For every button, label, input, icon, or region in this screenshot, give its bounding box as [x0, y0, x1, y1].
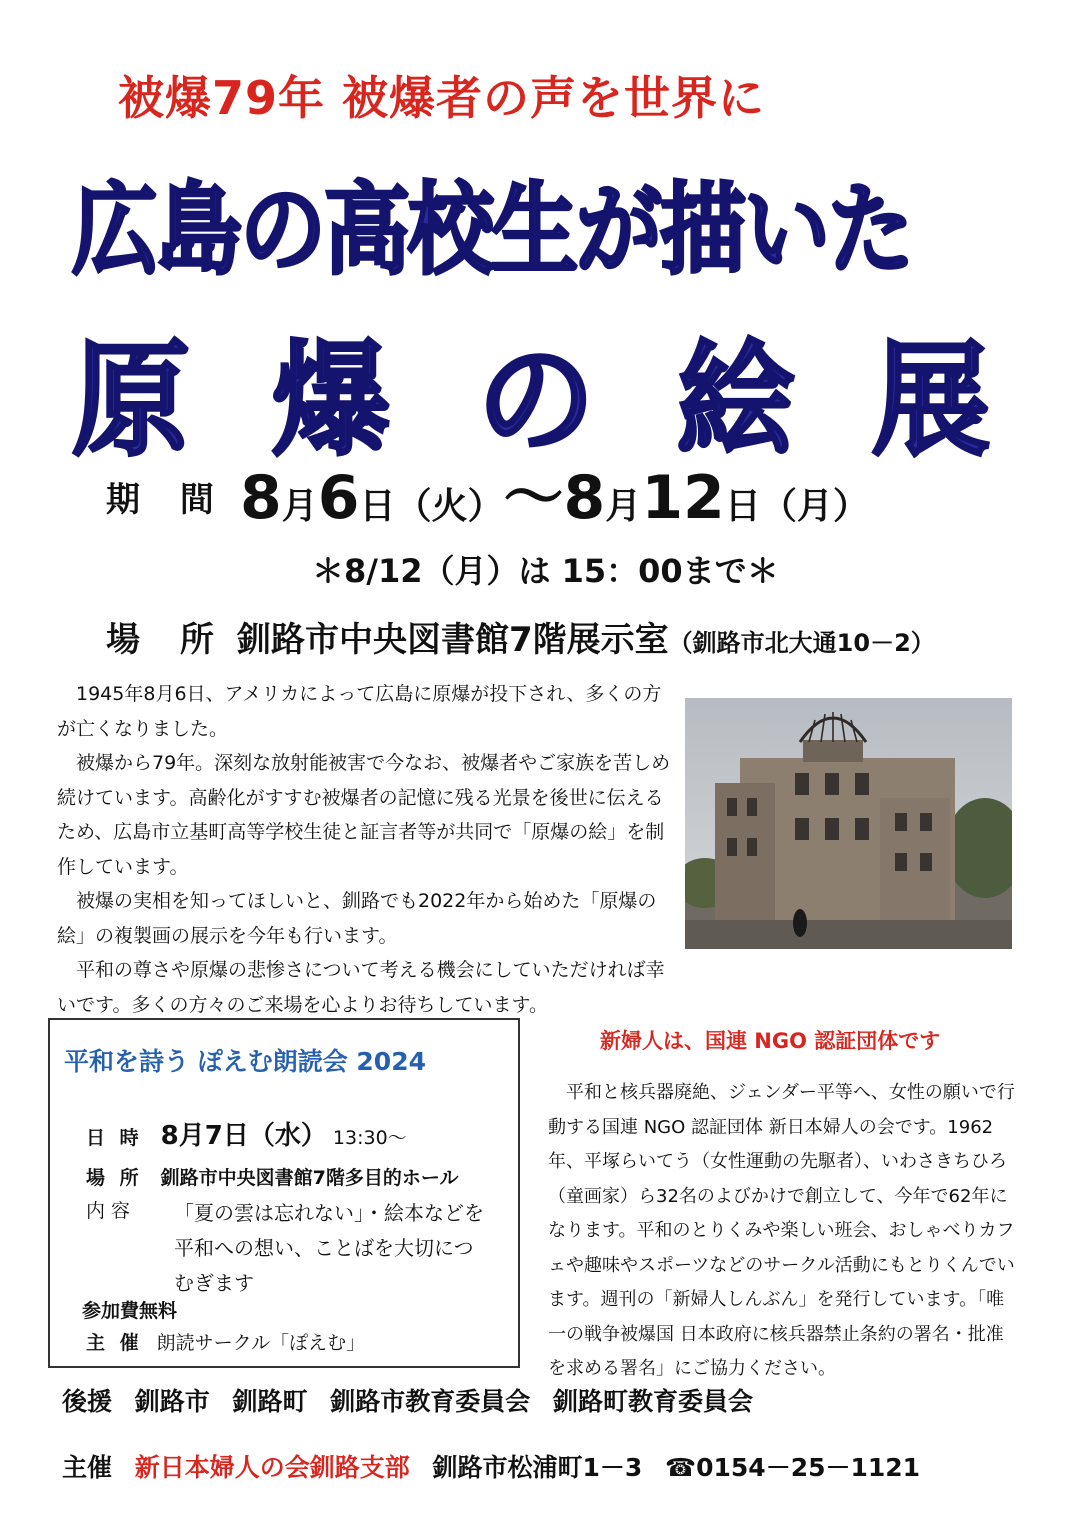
ngo-title: 新婦人は、国連 NGO 認証団体です: [600, 1029, 941, 1053]
phone-icon: ☎: [664, 1453, 697, 1482]
organizer-name: 新日本婦人の会釧路支部: [134, 1453, 410, 1482]
start-day: 6: [317, 463, 360, 533]
title-line-2: [72, 300, 991, 473]
poem-content-label: 内 容: [86, 1200, 131, 1222]
poem-date-label: 日 時: [86, 1127, 143, 1149]
title-char: 展: [872, 327, 991, 473]
poem-content-line: 平和への想い、ことばを大切につ: [174, 1236, 474, 1260]
organizer-phone: 0154－25－1121: [696, 1453, 921, 1482]
day-kanji: 日: [359, 486, 396, 527]
support-line: [62, 1382, 753, 1418]
support-label: 後援: [62, 1387, 113, 1416]
poem-date-value: 8月7日（水）: [160, 1121, 327, 1151]
start-month: 8: [240, 463, 282, 533]
tagline: 被爆79年 被爆者の声を世界に: [118, 71, 766, 125]
ngo-text: 平和と核兵器廃絶、ジェンダー平等へ、女性の願いで行動する国連 NGO 認証団体 新日本婦人の会です。1962年、平塚らいてう（女性運動の先駆者）、いわさきちひろ（童画家）ら32名のよびかけで創立して、今年で62年になります。平和のとりくみや楽しい班会、おしゃべりカフェや趣味やスポーツなどのサークル活動にもとりくんでいます。週刊の「新婦人しんぶん」を発行しています。「唯一の戦争被爆国 日本政府に核兵器禁止条約の署名・批准を求める署名」にご協力ください。: [548, 1082, 1015, 1379]
title-char: の: [477, 327, 596, 473]
poem-place-row: [86, 1163, 459, 1190]
period-dates: [240, 450, 869, 536]
support-item: 釧路町: [232, 1387, 308, 1416]
period-label: 期 間: [106, 480, 228, 520]
poem-reading-box: [48, 1018, 520, 1368]
intro-paragraph: 被爆から79年。深刻な放射能被害で今なお、被爆者やご家族を苦しめ続けています。高齢化がすすむ被爆者の記憶に残る光景を後世に伝えるため、広島市立基町高等学校生徒と証言者等が共同で「原爆の絵」を制作しています。: [57, 752, 671, 878]
organizer-line: [62, 1448, 920, 1484]
venue-name: 釧路市中央図書館7階展示室: [237, 620, 669, 660]
start-weekday: （火）: [395, 486, 504, 527]
end-month: 8: [563, 463, 606, 533]
venue-address: （釧路市北大通10－2）: [668, 629, 935, 657]
support-item: 釧路市教育委員会: [330, 1387, 531, 1416]
poem-time-value: 13:30～: [332, 1127, 407, 1149]
poem-place-value: 釧路市中央図書館7階多目的ホール: [160, 1167, 459, 1189]
title-char: 絵: [677, 327, 796, 473]
day-kanji: 日: [724, 486, 761, 527]
organizer-label: 主催: [62, 1453, 113, 1482]
poem-host-label: 主 催: [86, 1332, 143, 1354]
support-item: 釧路町教育委員会: [552, 1387, 753, 1416]
organizer-address: 釧路市松浦町1－3: [432, 1453, 643, 1482]
poem-content-line: 「夏の雲は忘れない」・絵本などを: [174, 1201, 484, 1225]
intro-text: [57, 677, 677, 1022]
end-weekday: （月）: [760, 486, 869, 527]
intro-paragraph: 平和の尊さや原爆の悲惨さについて考える機会にしていただければ幸いです。多くの方々のご来場を心よりお待ちしています。: [57, 959, 665, 1016]
title-line-1: 広島の高校生が描いた: [72, 173, 912, 288]
intro-paragraph: 1945年8月6日、アメリカによって広島に原爆が投下され、多くの方が亡くなりました。: [57, 683, 662, 740]
support-item: 釧路市: [134, 1387, 210, 1416]
poem-fee: 参加費無料: [82, 1300, 178, 1322]
poem-content: [174, 1196, 484, 1301]
end-day: 12: [641, 463, 725, 533]
poem-host-row: [86, 1328, 365, 1355]
atomic-bomb-dome-photo: [685, 698, 1012, 949]
poem-place-label: 場 所: [86, 1167, 143, 1189]
intro-paragraph: 被爆の実相を知ってほしいと、釧路でも2022年から始めた「原爆の絵」の複製画の展示を今年も行います。: [57, 890, 657, 947]
poem-title: 平和を詩う ぽえむ朗読会 2024: [64, 1047, 426, 1076]
tilde: ～: [503, 463, 564, 533]
title-char: 原: [72, 327, 191, 473]
venue-label: 場 所: [106, 620, 228, 660]
period-note: ＊8/12（月）は 15：00まで＊: [312, 552, 779, 590]
month-kanji: 月: [605, 486, 642, 527]
month-kanji: 月: [281, 486, 318, 527]
poem-content-line: むぎます: [174, 1271, 254, 1295]
poem-host-value: 朗読サークル「ぽえむ」: [156, 1332, 366, 1354]
venue: [237, 612, 935, 661]
poem-date-row: [86, 1115, 407, 1152]
title-char: 爆: [272, 327, 391, 473]
